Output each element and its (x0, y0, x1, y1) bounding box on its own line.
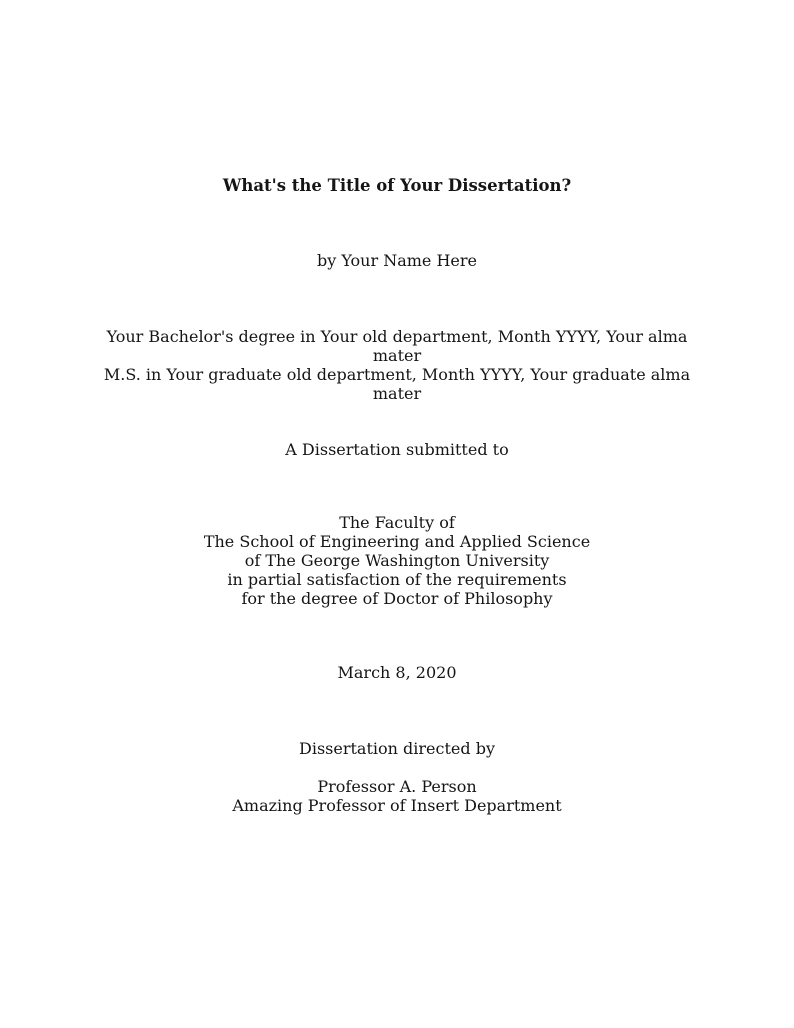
degrees-block (0, 327, 794, 403)
faculty-line-4: in partial satisfaction of the requirements (227, 570, 567, 589)
faculty-line-5: for the degree of Doctor of Philosophy (241, 589, 553, 608)
faculty-line-2: The School of Engineering and Applied Science (203, 532, 591, 551)
submitted-line: A Dissertation submitted to (285, 440, 509, 459)
directed-by-line: Dissertation directed by (299, 739, 495, 758)
faculty-line-1: The Faculty of (339, 513, 455, 532)
advisor-name: Professor A. Person (317, 777, 477, 796)
advisor-block (0, 777, 794, 815)
defense-date: March 8, 2020 (337, 663, 457, 682)
degree-bachelor-line2: mater (372, 346, 422, 365)
author-line: by Your Name Here (316, 251, 477, 270)
faculty-line-3: of The George Washington University (244, 551, 550, 570)
faculty-block (0, 513, 794, 608)
advisor-title: Amazing Professor of Insert Department (232, 796, 562, 815)
degree-bachelor-line1: Your Bachelor's degree in Your old department, Month YYYY, Your alma (106, 327, 688, 346)
dissertation-title: What's the Title of Your Dissertation? (222, 176, 572, 195)
degree-masters-line1: M.S. in Your graduate old department, Month YYYY, Your graduate alma (103, 365, 691, 384)
degree-masters-line2: mater (372, 384, 422, 403)
